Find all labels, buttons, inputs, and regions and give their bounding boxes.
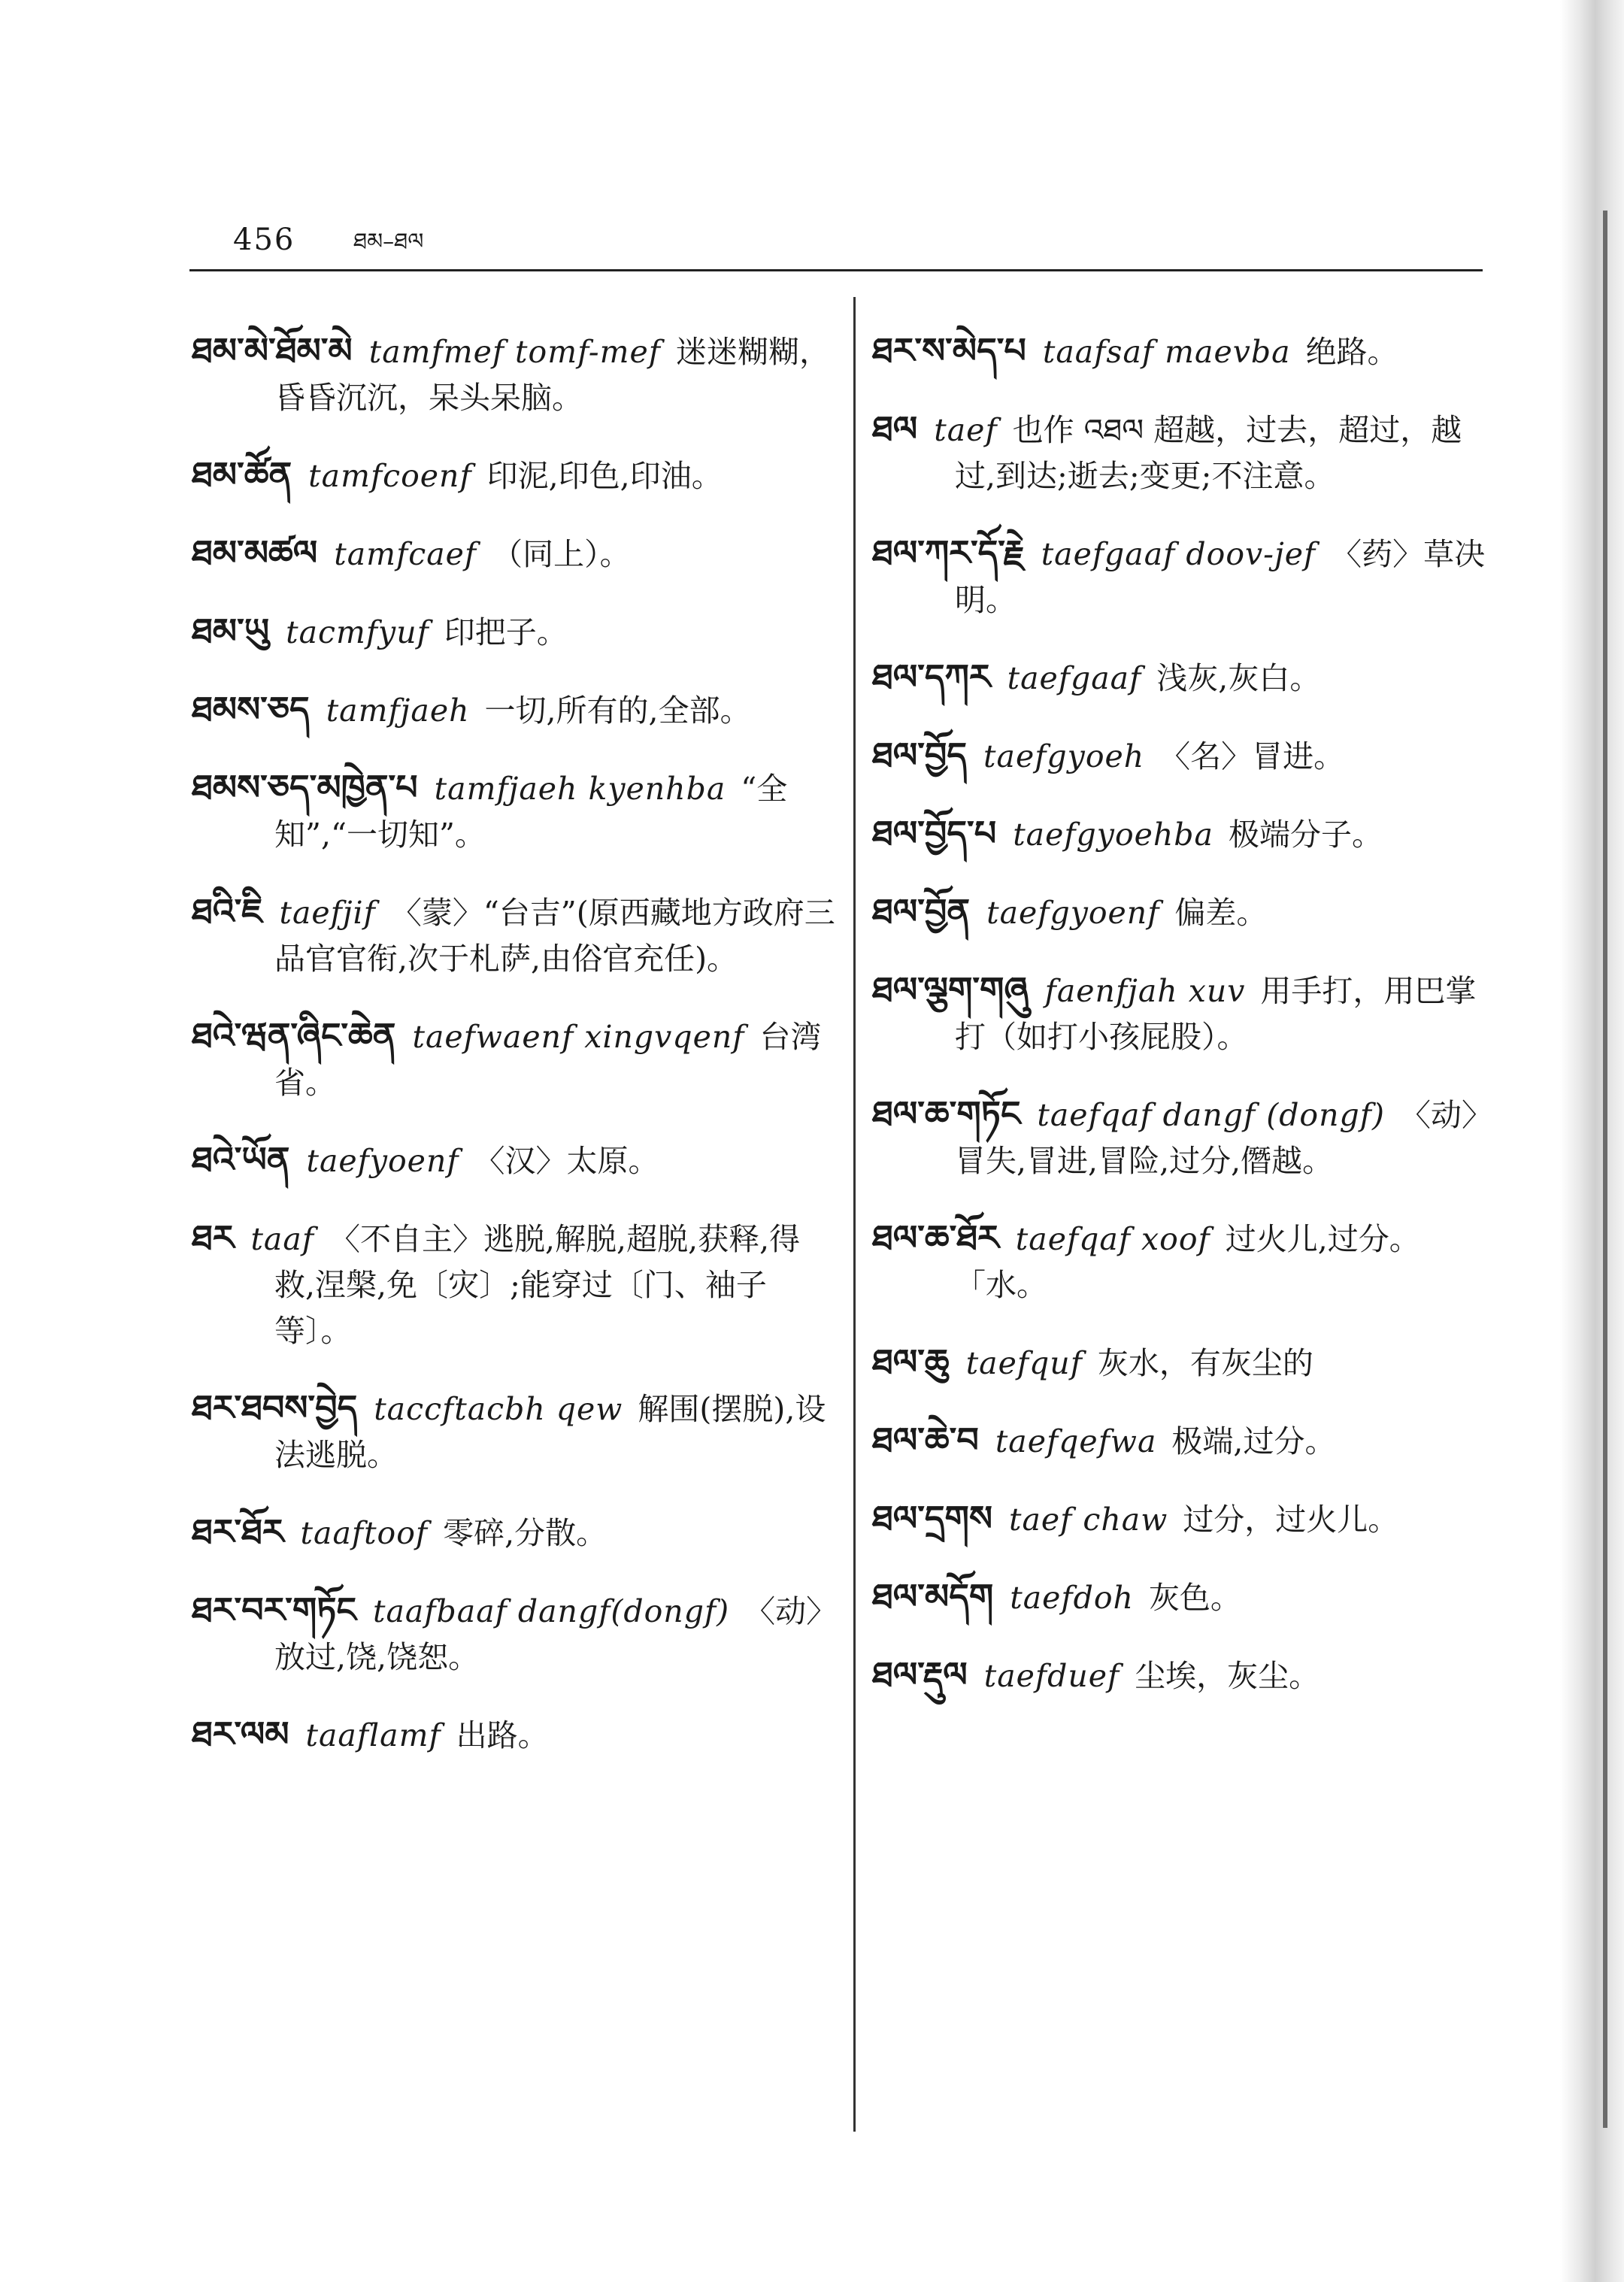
dictionary-entry [872,654,1496,702]
headword: ཐལ་ཀར་དོ་རྗེ [872,532,1025,573]
running-head: ཐམ–ཐལ [353,229,424,255]
romanization: taefjif [279,895,376,931]
definition: 极端分子。 [1229,817,1383,853]
romanization: faenfjah xuv [1044,973,1246,1009]
dictionary-entry [192,1215,838,1354]
romanization: taefqaf dangf (dongf) [1037,1097,1385,1133]
header-rule [189,269,1483,271]
headword: ཐར [192,1217,235,1258]
headword: ཐར་ཐོར [192,1511,284,1552]
dictionary-entry [872,1339,1496,1386]
dictionary-entry [872,1091,1496,1184]
dictionary-entry [192,889,838,982]
definition: 〈名〉冒进。 [1159,738,1345,774]
dictionary-entry [872,406,1496,499]
definition: “全知”,“一切知”。 [274,771,788,853]
headword: ཐལ་ཆ་གཏོང [872,1093,1021,1134]
dictionary-entry [192,328,838,421]
romanization: taefdoh [1010,1580,1134,1616]
dictionary-entry [872,967,1496,1060]
romanization: taefquf [965,1345,1083,1381]
romanization: tacmfyuf [286,614,429,650]
headword: ཐལ་བྱོན [872,891,971,932]
romanization: taefqefwa [995,1423,1157,1459]
definition: 极端,过分。 [1171,1423,1336,1459]
dictionary-entry [872,1496,1496,1543]
definition: 出路。 [456,1717,549,1753]
page-header [233,217,1481,262]
dictionary-entry [192,1509,838,1556]
romanization: tamfcaef [334,536,477,572]
romanization: taefgyoenf [986,895,1160,931]
dictionary-entry [192,530,838,577]
headword: ཐམས་ཅད་མཁྱེན་པ [192,767,418,808]
headword: ཐར་ཐབས་བྱེད [192,1387,358,1428]
romanization: taafbaaf dangf(dongf) [372,1593,730,1629]
definition: 〈蒙〉“台吉”(原西藏地方政府三品官官衔,次于札萨,由俗官充任)。 [274,895,835,977]
left-column [192,297,838,1778]
romanization: taefgyoehba [1013,817,1213,853]
definition: 过火儿,过分。 「水。 [955,1221,1420,1303]
romanization: taefgyoeh [983,738,1145,774]
headword: ཐམས་ཅད [192,689,310,729]
romanization: tamfcoenf [308,458,472,494]
dictionary-entry [872,1652,1496,1699]
definition: 零碎,分散。 [443,1515,607,1551]
definition: 〈不自主〉逃脱,解脱,超脱,获释,得救,涅槃,免〔灾〕;能穿过〔门、袖子等〕。 [274,1221,801,1349]
headword: ཐར་ས་མེད་པ [872,330,1026,371]
dictionary-entry [192,452,838,499]
headword: ཐའེ་ཝན་ཞིང་ཆེན [192,1015,396,1056]
definition: （同上）。 [492,536,631,572]
headword: ཐམ་ཚོན [192,454,292,495]
romanization: taef chaw [1009,1502,1168,1538]
romanization: taefgaaf [1007,660,1142,696]
headword: ཐལ་བྱོད [872,735,968,775]
definition: 印把子。 [444,614,568,650]
romanization: taefgaaf doov-jef [1041,536,1316,572]
romanization: taefyoenf [306,1143,459,1179]
headword: ཐམ་མེ་ཐོམ་མེ [192,330,353,371]
definition: 一切,所有的,全部。 [484,692,751,729]
romanization: taefqaf xoof [1015,1221,1210,1257]
romanization: taaflamf [305,1717,441,1753]
definition: 〈动〉冒失,冒进,冒险,过分,僭越。 [955,1097,1492,1179]
headword: ཐལ་བྱོད་པ [872,813,997,853]
dictionary-entry [192,765,838,858]
definition: 〈汉〉太原。 [474,1143,659,1179]
definition: 绝路。 [1305,334,1398,370]
definition: 用手打，用巴掌打（如打小孩屁股）。 [955,973,1477,1055]
romanization: tamfjaeh kyenhba [434,771,726,807]
headword: ཐའི་ཇི [192,891,263,932]
dictionary-entry [192,1587,838,1680]
definition: 偏差。 [1174,895,1268,931]
definition: 过分，过火儿。 [1183,1502,1399,1538]
dictionary-entry [872,1574,1496,1621]
dictionary-entry [192,1137,838,1184]
dictionary-entry [192,1013,838,1106]
definition: 灰色。 [1148,1580,1241,1616]
page-number: 456 [233,223,295,257]
dictionary-entry [192,608,838,656]
dictionary-entry [192,1711,838,1759]
definition: 迷迷糊糊，昏昏沉沉，呆头呆脑。 [274,334,830,416]
dictionary-entry [872,328,1496,375]
dictionary-entry [872,1417,1496,1465]
headword: ཐར་ལམ [192,1714,289,1754]
headword: ཐལ་དཀར [872,656,991,697]
dictionary-entry [872,1215,1496,1308]
right-column [872,297,1496,1719]
romanization: taaftoof [300,1515,429,1551]
headword: ཐམ་མཚལ [192,532,318,573]
binding-edge-line [1603,211,1607,2128]
romanization: taaf [250,1221,314,1257]
headword: ཐའེ་ཡོན [192,1139,290,1180]
dictionary-entry [872,732,1496,780]
headword: ཐལ་ཆ་ཐོར [872,1217,999,1258]
headword: ཐལ་རྡུལ [872,1654,968,1695]
headword: ཐལ་ཆུ [872,1341,950,1382]
book-binding-shadow [1560,0,1624,2282]
romanization: tamfmef tomf-mef [368,334,661,370]
dictionary-entry [872,530,1496,623]
romanization: tamfjaeh [326,692,470,729]
definition: 〈动〉放过,饶,饶恕。 [274,1593,838,1675]
definition: 〈药〉草决明。 [955,536,1486,618]
dictionary-entry [192,1385,838,1478]
romanization: taefwaenf xingvqenf [412,1019,745,1055]
headword: ཐལ་མདོག [872,1576,994,1617]
definition: 台湾省。 [274,1019,822,1101]
headword: ཐལ་ལྕག་གཞུ [872,969,1029,1010]
definition: 尘埃，灰尘。 [1135,1658,1320,1694]
romanization: taefduef [983,1658,1120,1694]
column-divider [853,297,856,2132]
definition: 灰水，有灰尘的 [1097,1345,1313,1381]
definition: 印泥,印色,印油。 [486,458,723,494]
definition: 浅灰,灰白。 [1156,660,1321,696]
dictionary-entry [872,889,1496,936]
headword: ཐམ་ཡུ [192,611,270,651]
headword: ཐར་བར་གཏོང [192,1590,356,1630]
headword: ཐལ་དྲགས [872,1498,992,1538]
headword: ཐལ་ཆེ་བ [872,1420,979,1460]
romanization: taccftacbh qew [374,1391,623,1427]
dictionary-entry [192,686,838,734]
romanization: taef [934,412,998,448]
definition: 解围(摆脱),设法逃脱。 [274,1391,826,1473]
definition: 也作 འཐལ 超越，过去，超过，越过,到达;逝去;变更;不注意。 [955,412,1462,494]
headword: ཐལ [872,408,918,449]
dictionary-entry [872,811,1496,858]
romanization: taafsaf maevba [1042,334,1291,370]
